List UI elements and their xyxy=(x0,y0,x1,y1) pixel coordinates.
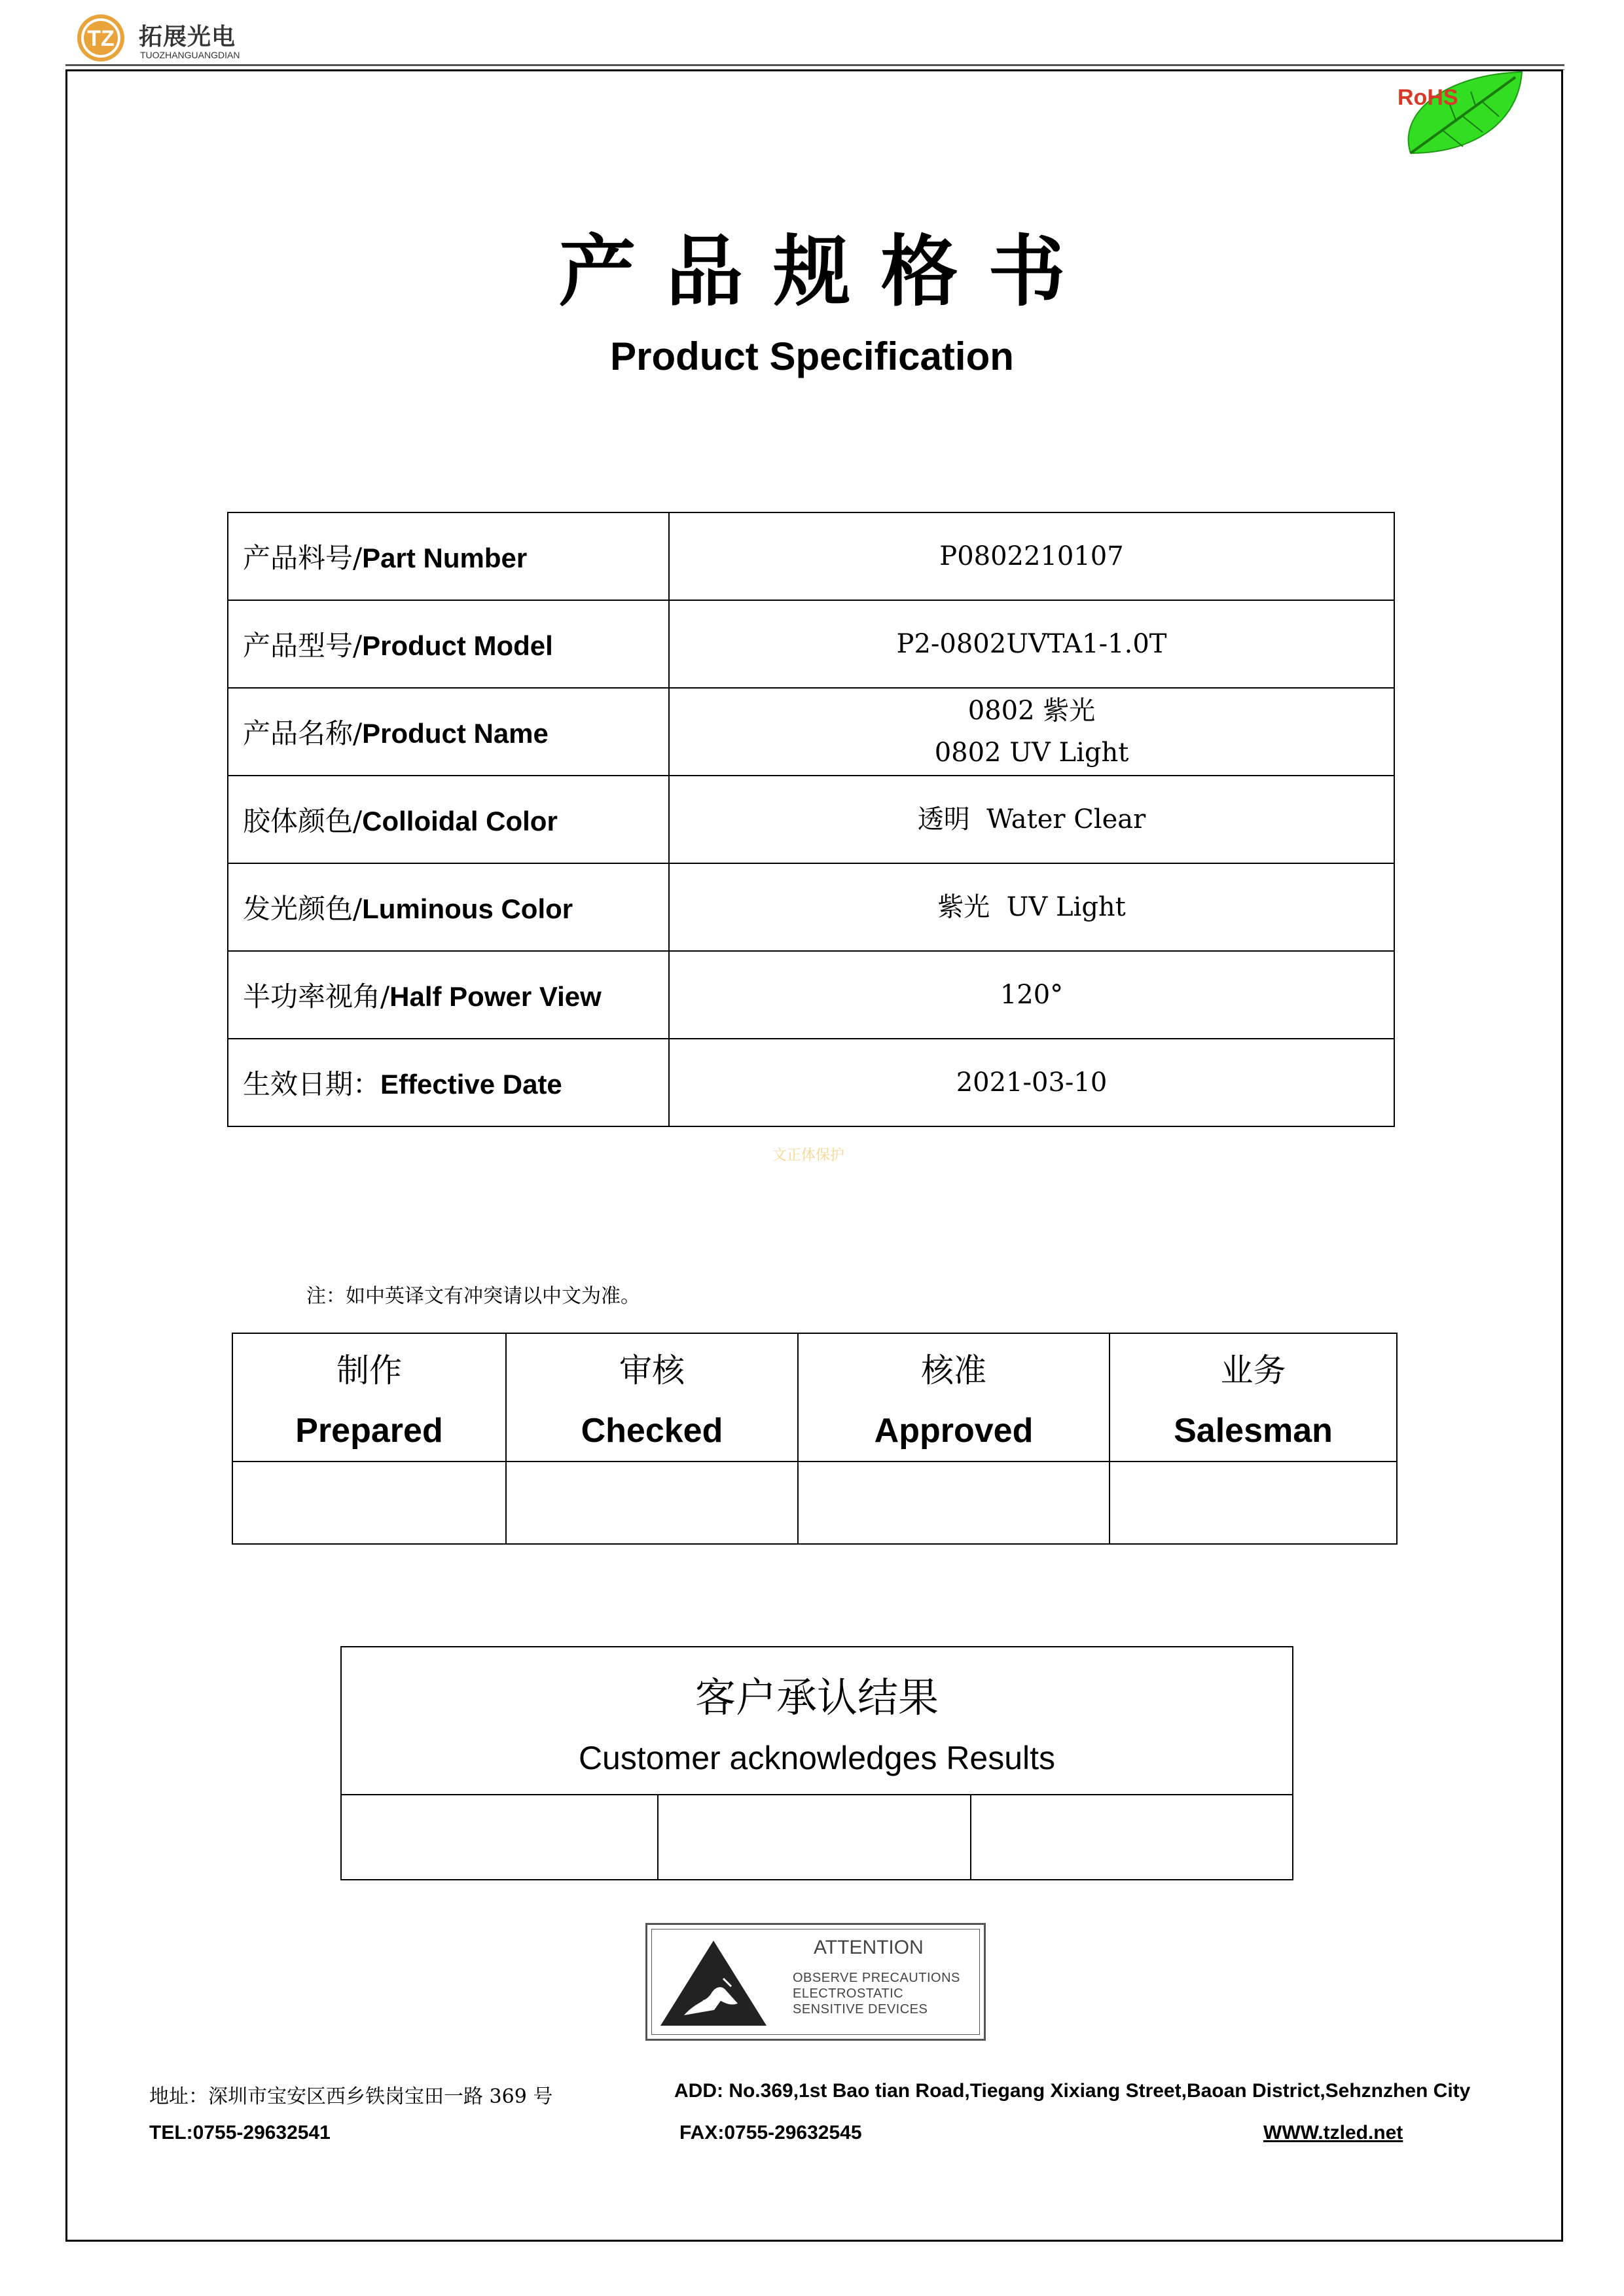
rohs-leaf-icon xyxy=(1384,68,1528,160)
esd-line-2: ELECTROSTATIC xyxy=(793,1986,904,2001)
header-rule xyxy=(65,64,1564,66)
spec-value xyxy=(669,688,1394,776)
approval-label-cn: 审核 xyxy=(619,1352,685,1390)
spec-label-cn: 产品型号/ xyxy=(243,630,363,662)
table-row xyxy=(228,600,1394,688)
table-row xyxy=(228,512,1394,600)
page-title-cn: 产品规格书 xyxy=(558,226,1096,317)
company-name-cn: 拓展光电 xyxy=(139,24,236,50)
approval-label-en: Approved xyxy=(874,1412,1034,1450)
spec-value-text: 0802 紫光 xyxy=(967,696,1096,726)
spec-label-cn: 胶体颜色/ xyxy=(243,805,363,837)
approval-header-row xyxy=(232,1333,1397,1462)
spec-label xyxy=(228,688,669,776)
footer-address-en: ADD: No.369,1st Bao tian Road,Tiegang Xixiang Street,Baoan District,Sehznzhen City xyxy=(674,2080,1471,2102)
spec-value xyxy=(669,863,1394,951)
spec-label-en: Product Name xyxy=(362,718,549,749)
approval-label-cn: 业务 xyxy=(1220,1352,1286,1390)
approval-approved-header xyxy=(798,1333,1110,1462)
approval-signature-row xyxy=(232,1462,1397,1544)
logo-letters: TZ xyxy=(87,26,115,51)
spec-value xyxy=(669,776,1394,863)
approval-label-en: Prepared xyxy=(295,1412,443,1450)
spec-label xyxy=(228,600,669,688)
table-row xyxy=(228,1039,1394,1126)
signature-cell xyxy=(798,1462,1110,1544)
spec-value-text: 2021-03-10 xyxy=(956,1067,1108,1098)
esd-attention-box xyxy=(645,1923,986,2041)
footer-tel: TEL:0755-29632541 xyxy=(149,2122,331,2144)
spec-value-text-line2: 0802 UV Light xyxy=(934,738,1129,768)
page-title-en: Product Specification xyxy=(610,334,1014,378)
spec-table xyxy=(227,512,1395,1127)
customer-ack-title-en: Customer acknowledges Results xyxy=(578,1739,1056,1776)
table-row xyxy=(228,951,1394,1039)
spec-label-en: Half Power View xyxy=(389,981,602,1012)
spec-label-cn: 产品名称/ xyxy=(243,717,363,749)
approval-prepared-header xyxy=(232,1333,506,1462)
signature-cell xyxy=(506,1462,798,1544)
spec-value xyxy=(669,951,1394,1039)
customer-ack-table xyxy=(340,1646,1293,1880)
spec-value-text: P0802210107 xyxy=(939,541,1124,571)
esd-line-3: SENSITIVE DEVICES xyxy=(793,2002,928,2017)
customer-ack-signature-row xyxy=(341,1795,1293,1880)
customer-ack-header xyxy=(341,1647,1293,1795)
company-logo-icon xyxy=(75,12,127,64)
spec-value-text: 紫光 UV Light xyxy=(937,892,1126,922)
table-row xyxy=(228,863,1394,951)
spec-value-text: 透明 Water Clear xyxy=(917,804,1146,834)
footer-address-cn: 地址：深圳市宝安区西乡铁岗宝田一路 369 号 xyxy=(149,2085,553,2108)
translation-note: 注：如中英译文有冲突请以中文为准。 xyxy=(306,1285,640,1308)
approval-label-cn: 核准 xyxy=(921,1352,986,1390)
esd-warning-icon xyxy=(658,1938,769,2030)
approval-label-cn: 制作 xyxy=(336,1352,402,1390)
spec-label xyxy=(228,1039,669,1126)
spec-label-en: Part Number xyxy=(362,543,528,573)
approval-label-en: Salesman xyxy=(1174,1412,1333,1450)
table-row xyxy=(228,776,1394,863)
spec-label xyxy=(228,776,669,863)
spec-label-cn: 半功率视角/ xyxy=(243,980,390,1013)
spec-label-cn: 生效日期： xyxy=(243,1068,381,1100)
signature-cell xyxy=(232,1462,506,1544)
watermark-text: 文正体保护 xyxy=(772,1147,845,1164)
spec-label-en: Effective Date xyxy=(380,1069,562,1100)
spec-label-cn: 发光颜色/ xyxy=(243,893,363,925)
approval-salesman-header xyxy=(1110,1333,1397,1462)
spec-value xyxy=(669,600,1394,688)
spec-value xyxy=(669,512,1394,600)
signature-cell xyxy=(971,1795,1293,1880)
approval-table xyxy=(232,1333,1398,1545)
signature-cell xyxy=(1110,1462,1397,1544)
customer-ack-header-row xyxy=(341,1647,1293,1795)
customer-ack-title-cn: 客户承认结果 xyxy=(695,1673,939,1721)
spec-label xyxy=(228,863,669,951)
esd-attention-title: ATTENTION xyxy=(814,1937,924,1958)
table-row xyxy=(228,688,1394,776)
signature-cell xyxy=(341,1795,658,1880)
spec-label-en: Product Model xyxy=(362,630,553,661)
spec-value-text: 120° xyxy=(1000,980,1064,1010)
spec-label-cn: 产品料号/ xyxy=(243,542,363,574)
spec-value-text: P2-0802UVTA1-1.0T xyxy=(896,629,1167,659)
spec-label xyxy=(228,512,669,600)
spec-label-en: Luminous Color xyxy=(362,893,573,924)
footer-fax: FAX:0755-29632545 xyxy=(679,2122,862,2144)
rohs-label: RoHS xyxy=(1398,85,1458,110)
spec-value xyxy=(669,1039,1394,1126)
footer-website-link[interactable]: WWW.tzled.net xyxy=(1263,2122,1403,2144)
spec-label-en: Colloidal Color xyxy=(362,806,558,836)
spec-label xyxy=(228,951,669,1039)
signature-cell xyxy=(658,1795,971,1880)
approval-checked-header xyxy=(506,1333,798,1462)
esd-line-1: OBSERVE PRECAUTIONS xyxy=(793,1971,960,1985)
approval-label-en: Checked xyxy=(581,1412,723,1450)
company-name-en: TUOZHANGUANGDIAN xyxy=(140,50,240,60)
